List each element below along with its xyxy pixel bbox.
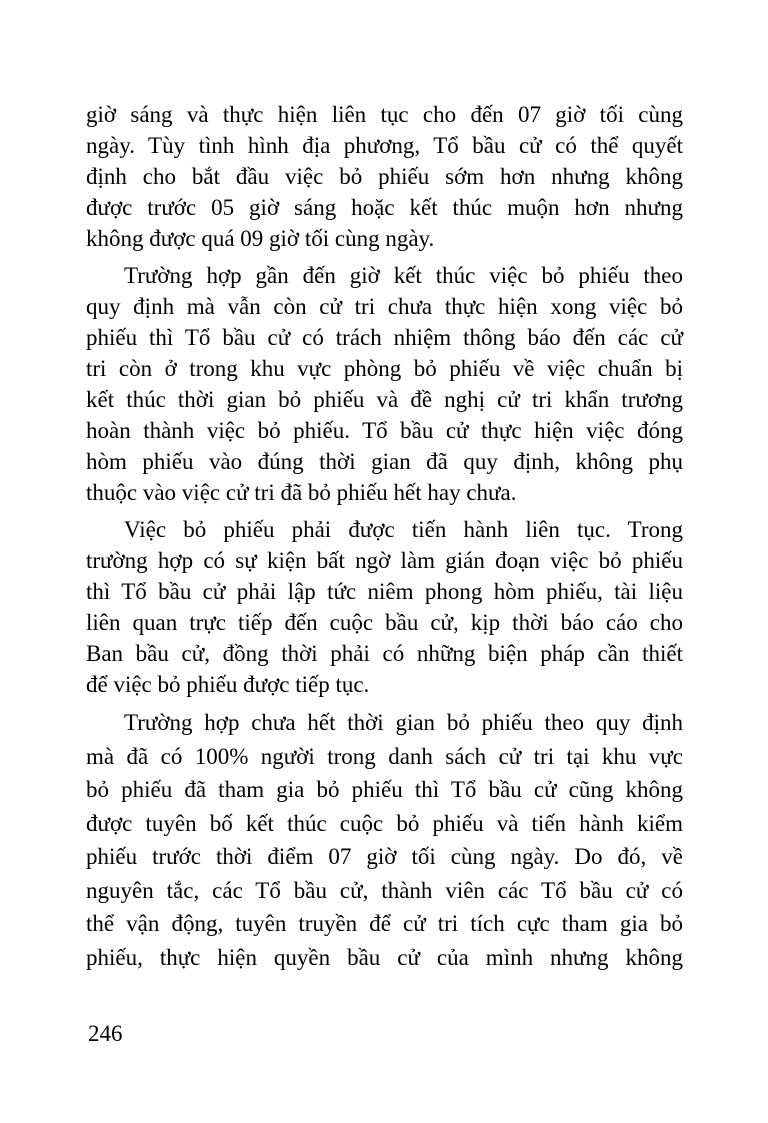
text-line: được tuyên bố kết thúc cuộc bỏ phiếu và tiến hành kiểm xyxy=(86,810,683,836)
text-line: quy định mà vẫn còn cử tri chưa thực hiện xong việc bỏ xyxy=(86,294,683,319)
text-line: ngày. Tùy tình hình địa phương, Tổ bầu cử có thể quyết xyxy=(86,133,683,158)
paragraph xyxy=(86,706,683,974)
text-line: thì Tổ bầu cử phải lập tức niêm phong hòm phiếu, tài liệu xyxy=(86,579,683,604)
text-line: bỏ phiếu đã tham gia bỏ phiếu thì Tổ bầu cử cũng không xyxy=(86,777,683,802)
text-line: mà đã có 100% người trong danh sách cử tri tại khu vực xyxy=(86,743,683,769)
text-line: kết thúc thời gian bỏ phiếu và đề nghị cử tri khẩn trương xyxy=(86,387,683,412)
text-line: tri còn ở trong khu vực phòng bỏ phiếu về việc chuẩn bị xyxy=(86,356,683,381)
paragraph xyxy=(86,260,683,508)
text-line: liên quan trực tiếp đến cuộc bầu cử, kịp thời báo cáo cho xyxy=(86,610,683,635)
text-line: Việc bỏ phiếu phải được tiến hành liên tục. Trong xyxy=(124,517,683,542)
text-line: phiếu thì Tổ bầu cử có trách nhiệm thông báo đến các cử xyxy=(86,325,683,350)
text-line: hòm phiếu vào đúng thời gian đã quy định, không phụ xyxy=(86,449,683,474)
paragraph xyxy=(86,514,683,700)
paragraph xyxy=(86,99,683,254)
text-line: giờ sáng và thực hiện liên tục cho đến 07 giờ tối cùng xyxy=(86,102,683,127)
body-text xyxy=(86,99,683,974)
text-line: nguyên tắc, các Tổ bầu cử, thành viên các Tổ bầu cử có xyxy=(86,877,683,903)
text-line: phiếu, thực hiện quyền bầu cử của mình nhưng không xyxy=(86,944,683,970)
text-line: Trường hợp gần đến giờ kết thúc việc bỏ phiếu theo xyxy=(124,263,683,288)
text-line: thuộc vào việc cử tri đã bỏ phiếu hết hay chưa. xyxy=(86,480,517,505)
text-line: Trường hợp chưa hết thời gian bỏ phiếu theo quy định xyxy=(124,710,683,735)
page-number: 246 xyxy=(88,1021,123,1046)
text-line: phiếu trước thời điểm 07 giờ tối cùng ngày. Do đó, về xyxy=(86,844,683,869)
text-line: trường hợp có sự kiện bất ngờ làm gián đoạn việc bỏ phiếu xyxy=(86,548,683,573)
text-line: hoàn thành việc bỏ phiếu. Tổ bầu cử thực hiện việc đóng xyxy=(86,418,683,443)
text-line: định cho bắt đầu việc bỏ phiếu sớm hơn nhưng không xyxy=(86,164,683,189)
text-line: thể vận động, tuyên truyền để cử tri tích cực tham gia bỏ xyxy=(86,911,683,936)
text-line: được trước 05 giờ sáng hoặc kết thúc muộn hơn nhưng xyxy=(86,195,683,220)
text-line: để việc bỏ phiếu được tiếp tục. xyxy=(86,672,370,697)
text-line: Ban bầu cử, đồng thời phải có những biện pháp cần thiết xyxy=(86,641,683,666)
text-line: không được quá 09 giờ tối cùng ngày. xyxy=(86,226,435,251)
